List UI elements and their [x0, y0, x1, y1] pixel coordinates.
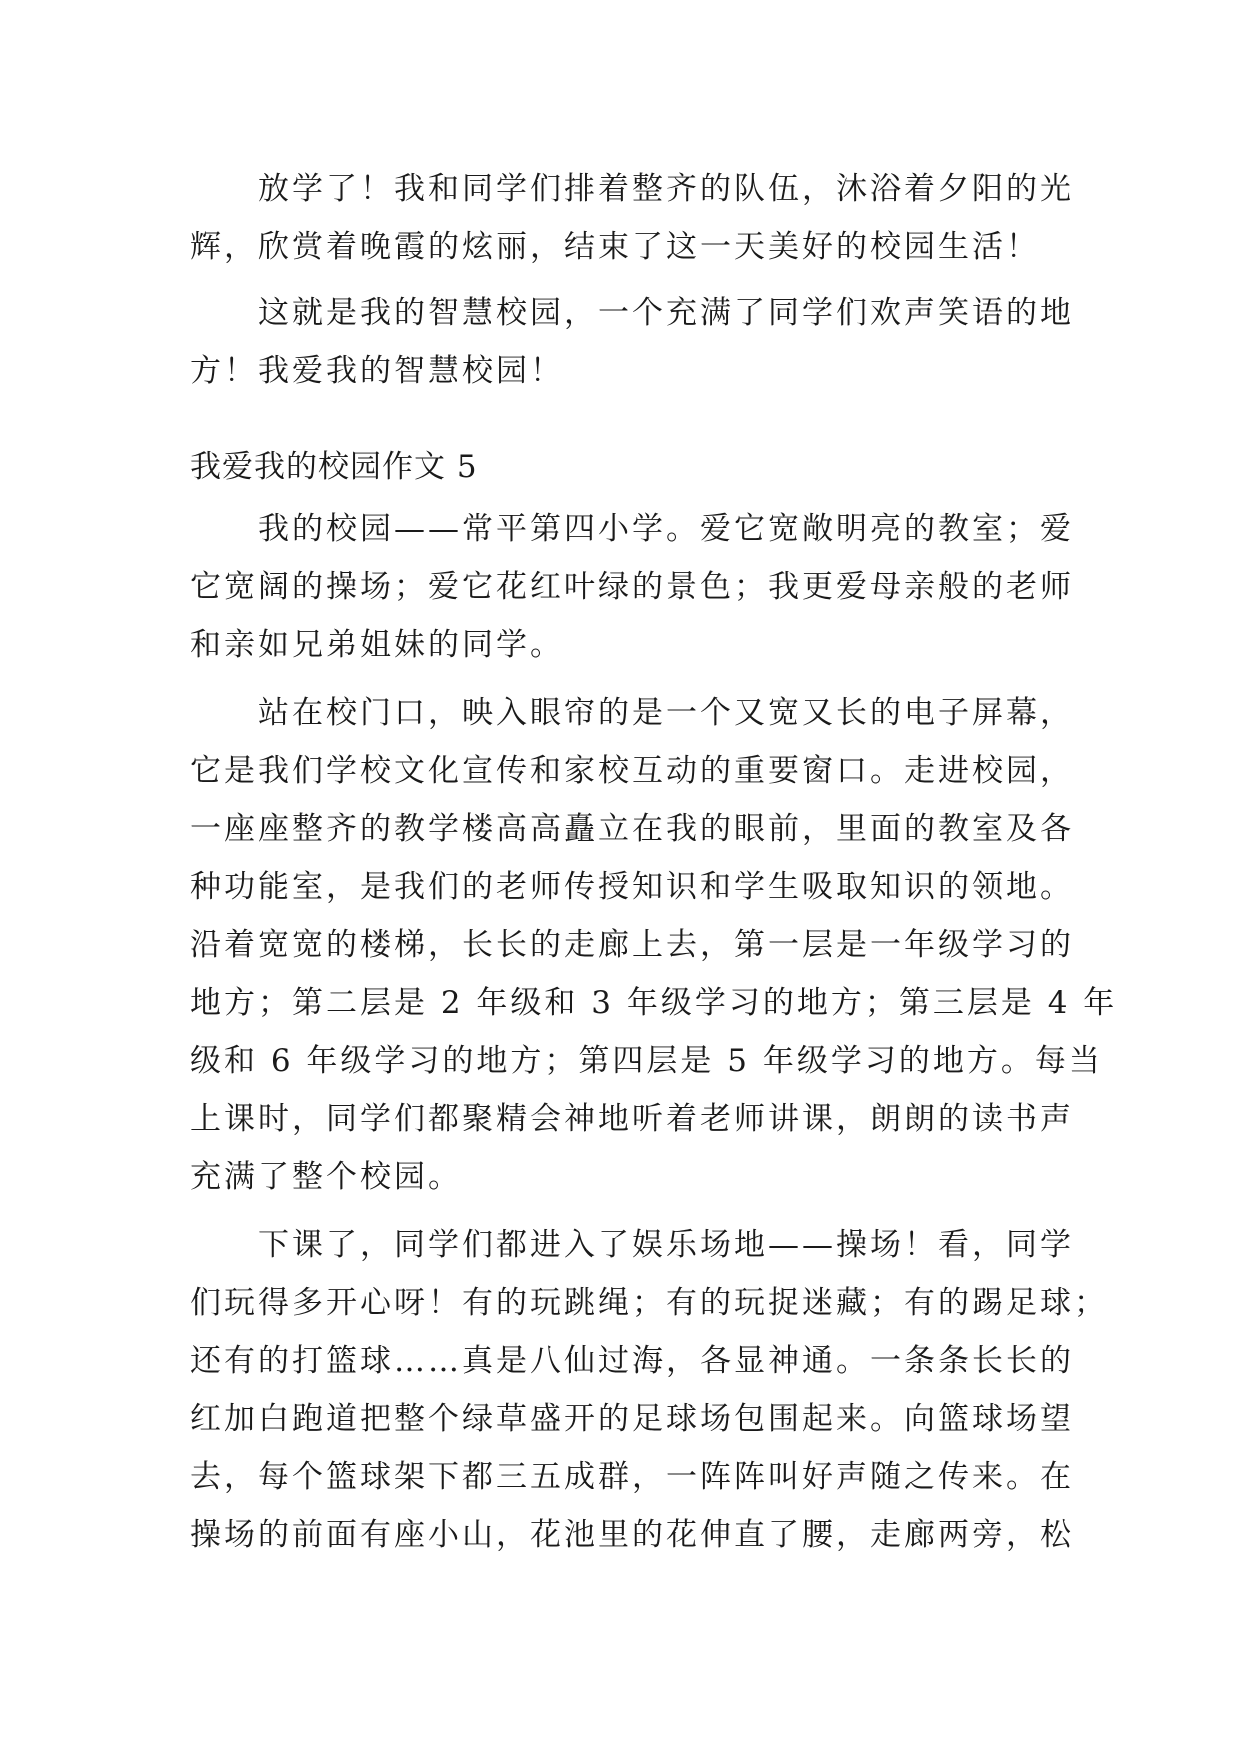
paragraph-line: 红加白跑道把整个绿草盛开的足球场包围起来。向篮球场望 [190, 1401, 1074, 1437]
paragraph [190, 160, 1074, 276]
paragraph-line: 它是我们学校文化宣传和家校互动的重要窗口。走进校园， [190, 753, 1074, 789]
paragraph-line: 操场的前面有座小山，花池里的花伸直了腰，走廊两旁，松 [190, 1517, 1074, 1553]
spacer [190, 400, 1050, 438]
paragraph-line: 级和 6 年级学习的地方；第四层是 5 年级学习的地方。每当 [190, 1043, 1103, 1079]
paragraph [190, 500, 1074, 674]
paragraph-line: 种功能室，是我们的老师传授知识和学生吸取知识的领地。 [190, 869, 1074, 905]
paragraph-line: 上课时，同学们都聚精会神地听着老师讲课，朗朗的读书声 [190, 1101, 1074, 1137]
paragraph-line: 它宽阔的操场；爱它花红叶绿的景色；我更爱母亲般的老师 [190, 569, 1074, 605]
paragraph-line: 一座座整齐的教学楼高高矗立在我的眼前，里面的教室及各 [190, 811, 1074, 847]
paragraph-line: 地方；第二层是 2 年级和 3 年级学习的地方；第三层是 4 年 [190, 985, 1118, 1021]
paragraph-line: 我的校园——常平第四小学。爱它宽敞明亮的教室；爱 [258, 511, 1074, 547]
paragraph-line: 充满了整个校园。 [190, 1159, 462, 1195]
paragraph-line: 们玩得多开心呀！有的玩跳绳；有的玩捉迷藏；有的踢足球； [190, 1285, 1108, 1321]
paragraph [190, 684, 1118, 1206]
paragraph [190, 1216, 1108, 1564]
paragraph-line: 辉，欣赏着晚霞的炫丽，结束了这一天美好的校园生活！ [190, 229, 1040, 265]
paragraph-line: 方！我爱我的智慧校园！ [190, 353, 564, 389]
paragraph-line: 和亲如兄弟姐妹的同学。 [190, 627, 564, 663]
paragraph-line: 去，每个篮球架下都三五成群，一阵阵叫好声随之传来。在 [190, 1459, 1074, 1495]
paragraph-line: 还有的打篮球……真是八仙过海，各显神通。一条条长长的 [190, 1343, 1074, 1379]
paragraph-line: 下课了，同学们都进入了娱乐场地——操场！看，同学 [258, 1227, 1074, 1263]
paragraph [190, 284, 1074, 400]
paragraph-line: 站在校门口，映入眼帘的是一个又宽又长的电子屏幕， [258, 695, 1074, 731]
document-content [190, 160, 1118, 1564]
paragraph-line: 沿着宽宽的楼梯，长长的走廊上去，第一层是一年级学习的 [190, 927, 1074, 963]
paragraph-line: 放学了！我和同学们排着整齐的队伍，沐浴着夕阳的光 [258, 171, 1074, 207]
paragraph-line: 这就是我的智慧校园，一个充满了同学们欢声笑语的地 [258, 295, 1074, 331]
section-title: 我爱我的校园作文 5 [190, 449, 478, 485]
